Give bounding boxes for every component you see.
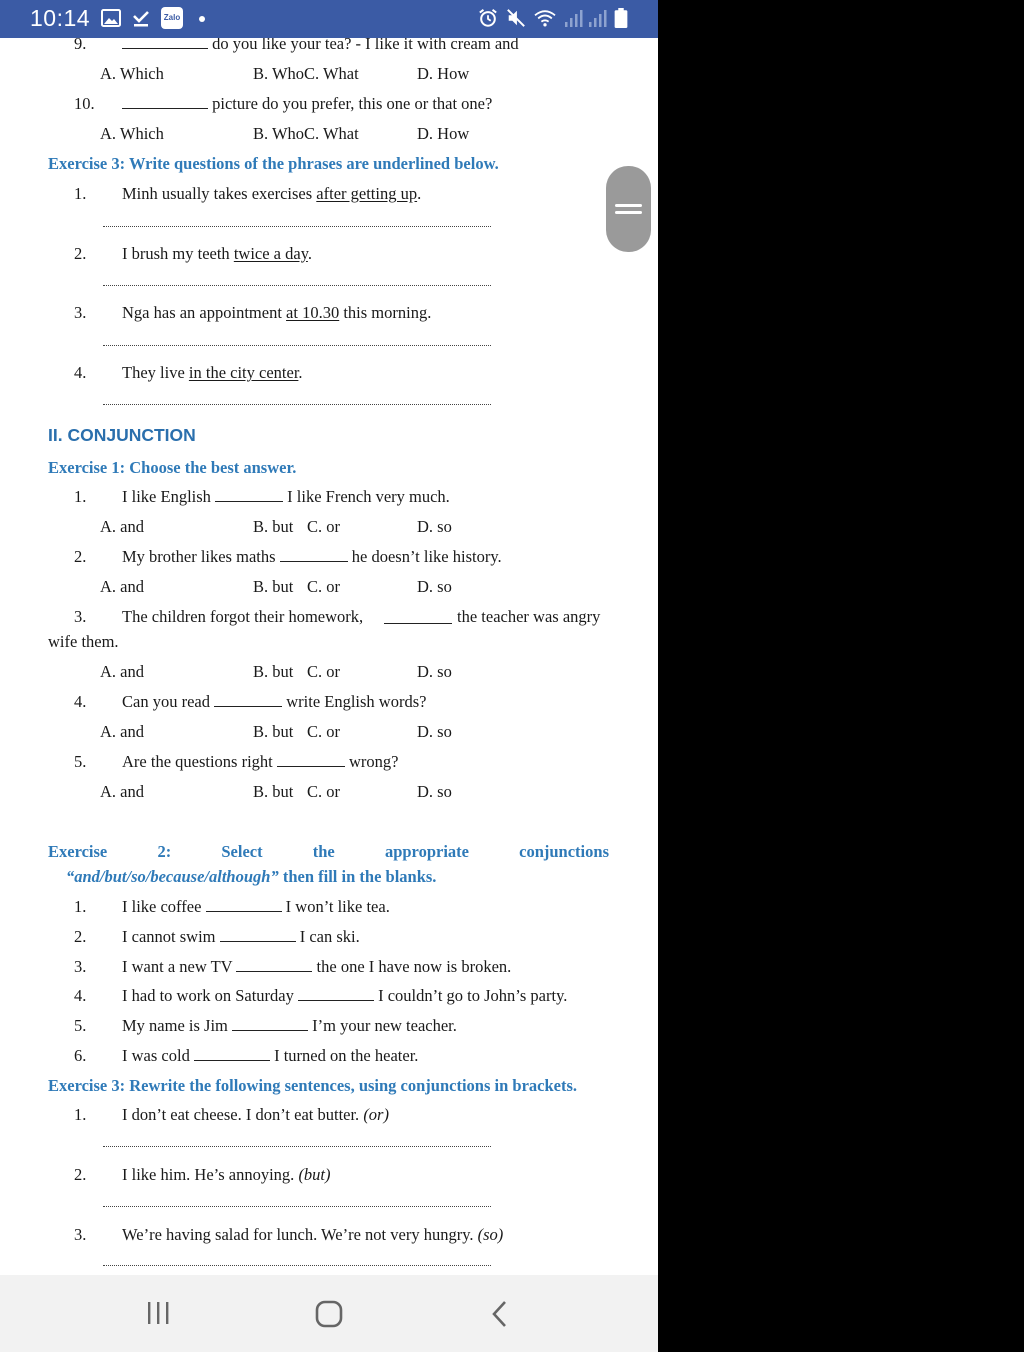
- option-d: D. so: [417, 782, 452, 801]
- question-number: 1.: [74, 487, 87, 506]
- option-a: A. and: [100, 782, 144, 801]
- section-heading: II. CONJUNCTION: [48, 425, 196, 445]
- option-b: B. but: [253, 577, 294, 596]
- question-text: I don’t eat cheese. I don’t eat butter. (or): [122, 1105, 389, 1124]
- question-text: My brother likes maths he doesn’t like history.: [122, 547, 502, 566]
- status-bar: [0, 0, 658, 38]
- zalo-icon: Zalo: [161, 7, 183, 29]
- question-text: picture do you prefer, this one or that one?: [122, 94, 492, 114]
- option-d: D. so: [417, 662, 452, 681]
- option-c: C. or: [307, 662, 340, 681]
- download-done-icon: [131, 8, 151, 28]
- question-text: I cannot swim I can ski.: [122, 927, 360, 946]
- answer-line: [103, 1264, 491, 1266]
- question-number: 3.: [74, 1225, 87, 1244]
- option-d: D. so: [417, 722, 452, 741]
- question-number: 3.: [74, 303, 87, 322]
- exercise-heading-cont: “and/but/so/because/although” then fill in the blanks.: [66, 867, 437, 886]
- option-b: B. but: [253, 722, 294, 741]
- option-b-c: B. WhoC. What: [253, 124, 359, 143]
- scroll-handle[interactable]: [606, 166, 651, 252]
- back-icon[interactable]: [488, 1299, 512, 1329]
- question-number: 2.: [74, 244, 87, 263]
- question-number: 4.: [74, 692, 87, 711]
- navigation-bar: [0, 1275, 658, 1352]
- question-text: I like English I like French very much.: [122, 487, 450, 506]
- answer-line: [103, 225, 491, 227]
- question-number: 1.: [74, 1105, 87, 1124]
- exercise-heading: Exercise 1: Choose the best answer.: [48, 458, 297, 477]
- question-number: 6.: [74, 1046, 87, 1065]
- exercise-heading: Exercise 3: Write questions of the phrases are underlined below.: [48, 154, 499, 173]
- question-text-wrap: wife them.: [48, 632, 119, 651]
- home-icon[interactable]: [314, 1299, 344, 1329]
- question-number: 5.: [74, 1016, 87, 1035]
- question-number: 2.: [74, 547, 87, 566]
- option-d: D. How: [417, 64, 470, 83]
- question-text: Are the questions right wrong?: [122, 752, 399, 771]
- question-text: I want a new TV the one I have now is broken.: [122, 957, 512, 976]
- question-text: I brush my teeth twice a day.: [122, 244, 312, 263]
- option-c: C. or: [307, 782, 340, 801]
- option-a: A. Which: [100, 64, 164, 83]
- option-a: A. and: [100, 662, 144, 681]
- question-number: 2.: [74, 927, 87, 946]
- option-c: C. or: [307, 577, 340, 596]
- signal-sim2-icon: [587, 8, 607, 28]
- answer-line: [103, 284, 491, 286]
- option-c: C. or: [307, 722, 340, 741]
- option-b: B. but: [253, 662, 294, 681]
- handle-grip-line: [615, 204, 642, 207]
- question-number: 3.: [74, 957, 87, 976]
- answer-line: [103, 344, 491, 346]
- question-text: We’re having salad for lunch. We’re not very hungry. (so): [122, 1225, 504, 1244]
- question-text: I like coffee I won’t like tea.: [122, 897, 390, 916]
- option-a: A. and: [100, 577, 144, 596]
- answer-line: [103, 1145, 491, 1147]
- answer-line: [103, 1205, 491, 1207]
- option-c: C. or: [307, 517, 340, 536]
- option-b: B. but: [253, 517, 294, 536]
- question-text: I had to work on Saturday I couldn’t go to John’s party.: [122, 986, 568, 1005]
- question-text: Nga has an appointment at 10.30 this morning.: [122, 303, 432, 322]
- question-text: I like him. He’s annoying. (but): [122, 1165, 331, 1184]
- question-text: The children forgot their homework,: [122, 607, 364, 626]
- question-text-cont: the teacher was angry: [457, 607, 601, 626]
- recent-apps-icon[interactable]: [145, 1300, 171, 1326]
- question-number: 4.: [74, 986, 87, 1005]
- status-time: 10:14: [30, 5, 91, 31]
- question-number: 9.: [74, 38, 87, 53]
- exercise-heading: Exercise 3: Rewrite the following sentences, using conjunctions in brackets.: [48, 1076, 578, 1095]
- question-text: Can you read write English words?: [122, 692, 427, 711]
- question-number: 1.: [74, 184, 87, 203]
- question-text: do you like your tea? - I like it with cream and: [122, 38, 519, 54]
- option-b-c: B. WhoC. What: [253, 64, 359, 83]
- answer-line: [103, 403, 491, 405]
- signal-sim1-icon: [563, 8, 583, 28]
- wifi-icon: [532, 8, 558, 28]
- mute-icon: [505, 8, 527, 28]
- answer-blank: [384, 610, 452, 624]
- option-a: A. Which: [100, 124, 164, 143]
- question-number: 5.: [74, 752, 87, 771]
- question-number: 10.: [74, 94, 95, 113]
- question-number: 2.: [74, 1165, 87, 1184]
- option-d: D. so: [417, 517, 452, 536]
- option-d: D. so: [417, 577, 452, 596]
- option-a: A. and: [100, 517, 144, 536]
- battery-icon: [614, 8, 628, 28]
- alarm-icon: [477, 8, 499, 28]
- question-text: Minh usually takes exercises after getting up.: [122, 184, 422, 203]
- notification-dot-icon: [199, 16, 205, 22]
- question-text: I was cold I turned on the heater.: [122, 1046, 419, 1065]
- question-text: They live in the city center.: [122, 363, 303, 382]
- question-number: 3.: [74, 607, 87, 626]
- option-d: D. How: [417, 124, 470, 143]
- option-b: B. but: [253, 782, 294, 801]
- document-page[interactable]: [0, 38, 658, 1275]
- exercise-heading: Exercise 2: Select the appropriate conjunctions: [48, 842, 609, 861]
- handle-grip-line: [615, 211, 642, 214]
- question-number: 1.: [74, 897, 87, 916]
- option-a: A. and: [100, 722, 144, 741]
- gallery-icon: [101, 8, 121, 28]
- question-text: My name is Jim I’m your new teacher.: [122, 1016, 457, 1035]
- question-number: 4.: [74, 363, 87, 382]
